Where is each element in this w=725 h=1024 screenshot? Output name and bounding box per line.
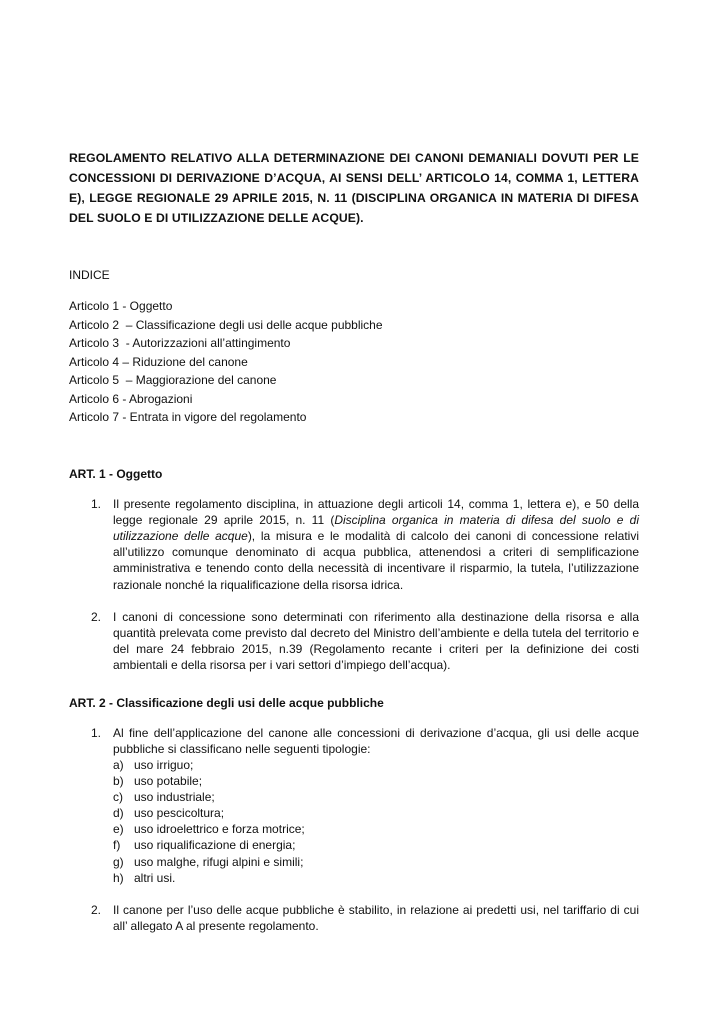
index-item-4: Articolo 4 – Riduzione del canone: [69, 354, 248, 369]
list-item: [113, 773, 639, 789]
document-title: REGOLAMENTO RELATIVO ALLA DETERMINAZIONE DEI CANONI DEMANIALI DOVUTI PER LE CONCESSIONI DI DERIVAZIONE D’ACQUA, AI SENSI DELL’ ARTICOLO 14, COMMA 1, LETTERA E), LEGGE REGIONALE 29 APRILE 2015, N. 11 (DISCIPLINA ORGANICA IN MATERIA DI DIFESA DEL SUOLO E DI UTILIZZAZIONE DELLE ACQUE).: [69, 151, 639, 225]
list-letter: c): [113, 790, 123, 805]
paragraph-number: 1.: [91, 725, 102, 740]
list-item: [113, 821, 639, 837]
art2-p1-text: Al fine dell’applicazione del canone alle concessioni di derivazione d’acqua, gli usi delle acque pubbliche si classificano nelle seguenti tipologie:: [113, 725, 639, 756]
index-list: [69, 297, 639, 427]
art2-paragraph-2: [69, 902, 639, 934]
list-letter: g): [113, 854, 124, 869]
paragraph-number: 2.: [91, 609, 102, 624]
list-letter: h): [113, 870, 124, 885]
index-item-5: Articolo 5 – Maggiorazione del canone: [69, 373, 277, 387]
list-letter: b): [113, 774, 124, 789]
art2-p2-text: Il canone per l’uso delle acque pubbliche è stabilito, in relazione ai predetti usi, nel tariffario di cui all’ allegato A al presente regolamento.: [113, 902, 639, 933]
list-letter: f): [113, 838, 121, 853]
list-item-text: uso industriale;: [134, 790, 215, 805]
list-item: [113, 789, 639, 805]
list-item-text: altri usi.: [134, 870, 176, 885]
list-item: [113, 805, 639, 821]
art2-paragraph-1: [69, 725, 639, 886]
art1-paragraph-2: [69, 609, 639, 674]
list-item: [113, 870, 639, 886]
list-item-text: uso riqualificazione di energia;: [134, 838, 296, 853]
art1-p1-text-after: ), la misura e le modalità di calcolo dei canoni di concessione relativi all’utilizzo comunque denominato di acqua pubblica, attenendosi a criteri di semplificazione amministrativa e tenendo conto della necessità di incentivare il risparmio, la tutela, l’utilizzazione razionale nonché la riqualificazione della risorsa idrica.: [113, 528, 639, 592]
list-item: [113, 854, 639, 870]
list-item-text: uso idroelettrico e forza motrice;: [134, 822, 305, 837]
list-item-text: uso pescicoltura;: [134, 806, 225, 821]
list-item: [113, 757, 639, 773]
art1-paragraph-1: [69, 496, 639, 593]
list-item-text: uso potabile;: [134, 774, 203, 789]
art1-p1-text-before: Il presente regolamento disciplina, in attuazione degli articoli 14, comma 1, lettera e), e 50 della legge regionale 29 aprile 2015, n. 11 (: [113, 496, 639, 527]
art1-heading: ART. 1 - Oggetto: [69, 466, 163, 481]
index-item-2: Articolo 2 – Classificazione degli usi delle acque pubbliche: [69, 317, 383, 332]
art1-p2-text: I canoni di concessione sono determinati con riferimento alla destinazione della risorsa e alla quantità prelevata come previsto dal decreto del Ministro dell’ambiente e della tutela del territorio e del mare 24 febbraio 2015, n.39 (Regolamento recante i criteri per la definizione dei costi ambientali e della risorsa per i vari settori d’impiego dell’acqua).: [113, 609, 639, 673]
list-letter: a): [113, 757, 124, 772]
list-item-text: uso malghe, rifugi alpini e simili;: [134, 854, 304, 869]
paragraph-number: 2.: [91, 902, 102, 917]
art2-heading: ART. 2 - Classificazione degli usi delle acque pubbliche: [69, 695, 384, 710]
paragraph-number: 1.: [91, 496, 102, 511]
list-letter: e): [113, 822, 124, 837]
index-item-7: Articolo 7 - Entrata in vigore del regolamento: [69, 410, 307, 424]
index-heading: INDICE: [69, 268, 110, 282]
index-item-3: Articolo 3 - Autorizzazioni all’attingimento: [69, 336, 291, 350]
list-letter: d): [113, 806, 124, 821]
index-item-6: Articolo 6 - Abrogazioni: [69, 391, 193, 406]
index-item-1: Articolo 1 - Oggetto: [69, 299, 173, 313]
document-page: [69, 148, 639, 934]
list-item: [113, 837, 639, 853]
list-item-text: uso irriguo;: [134, 757, 194, 772]
law-title-italic: Disciplina organica in materia di difesa del suolo e di utilizzazione delle acque: [113, 512, 639, 543]
